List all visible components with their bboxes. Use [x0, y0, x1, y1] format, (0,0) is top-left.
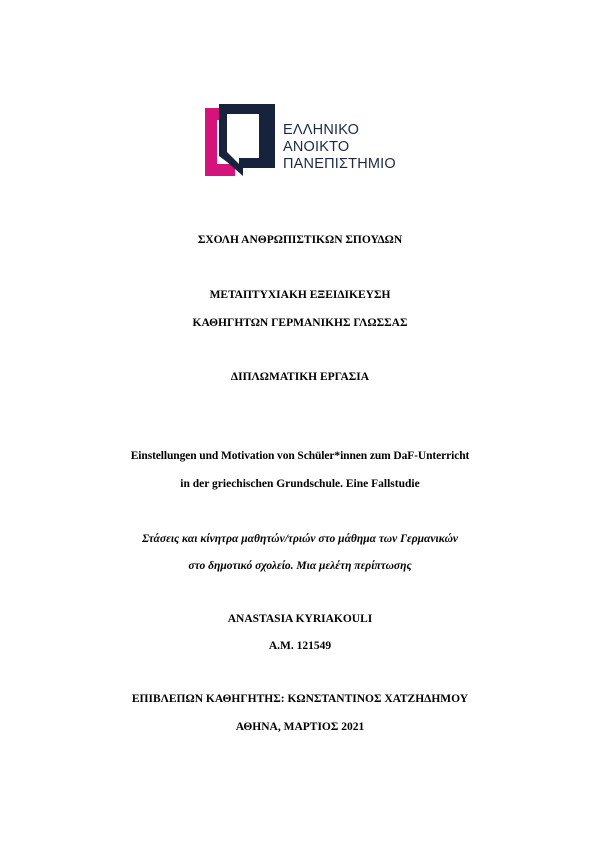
logo-line-2: ΑΝΟΙΚΤΟ [283, 139, 350, 155]
title-german-line-2: in der griechischen Grundschule. Eine Fallstudie [180, 478, 420, 490]
logo-line-3: ΠΑΝΕΠΙΣΤΗΜΙΟ [283, 156, 396, 172]
university-logo-mark-icon [205, 104, 277, 180]
place-date: ΑΘΗΝΑ, ΜΑΡΤΙΟΣ 2021 [235, 721, 365, 733]
title-greek-line-2: στο δημοτικό σχολείο. Μια μελέτη περίπτωσης [188, 560, 412, 572]
document-type: ΔΙΠΛΩΜΑΤΙΚΗ ΕΡΓΑΣΙΑ [230, 371, 370, 383]
school-name: ΣΧΟΛΗ ΑΝΘΡΩΠΙΣΤΙΚΩΝ ΣΠΟΥΔΩΝ [197, 234, 403, 246]
supervisor: ΕΠΙΒΛΕΠΩΝ ΚΑΘΗΓΗΤΗΣ: ΚΩΝΣΤΑΝΤΙΝΟΣ ΧΑΤΖΗΔΗΜΟΥ [131, 693, 469, 705]
student-id: Α.Μ. 121549 [268, 640, 332, 652]
author-name: ANASTASIA KYRIAKOULI [227, 613, 373, 625]
program-line-1: ΜΕΤΑΠΤΥΧΙΑΚΗ ΕΞΕΙΔΙΚΕΥΣΗ [209, 289, 391, 301]
program-line-2: ΚΑΘΗΓΗΤΩΝ ΓΕΡΜΑΝΙΚΗΣ ΓΛΩΣΣΑΣ [192, 317, 408, 329]
title-german-line-1: Einstellungen und Motivation von Schüler*innen zum DaF-Unterricht [130, 450, 470, 462]
university-logo-text [283, 122, 396, 173]
university-logo [205, 104, 405, 180]
title-greek-line-1: Στάσεις και κίνητρα μαθητών/τριών στο μάθημα των Γερμανικών [141, 533, 459, 545]
logo-line-1: ΕΛΛΗΝΙΚΟ [283, 122, 360, 138]
